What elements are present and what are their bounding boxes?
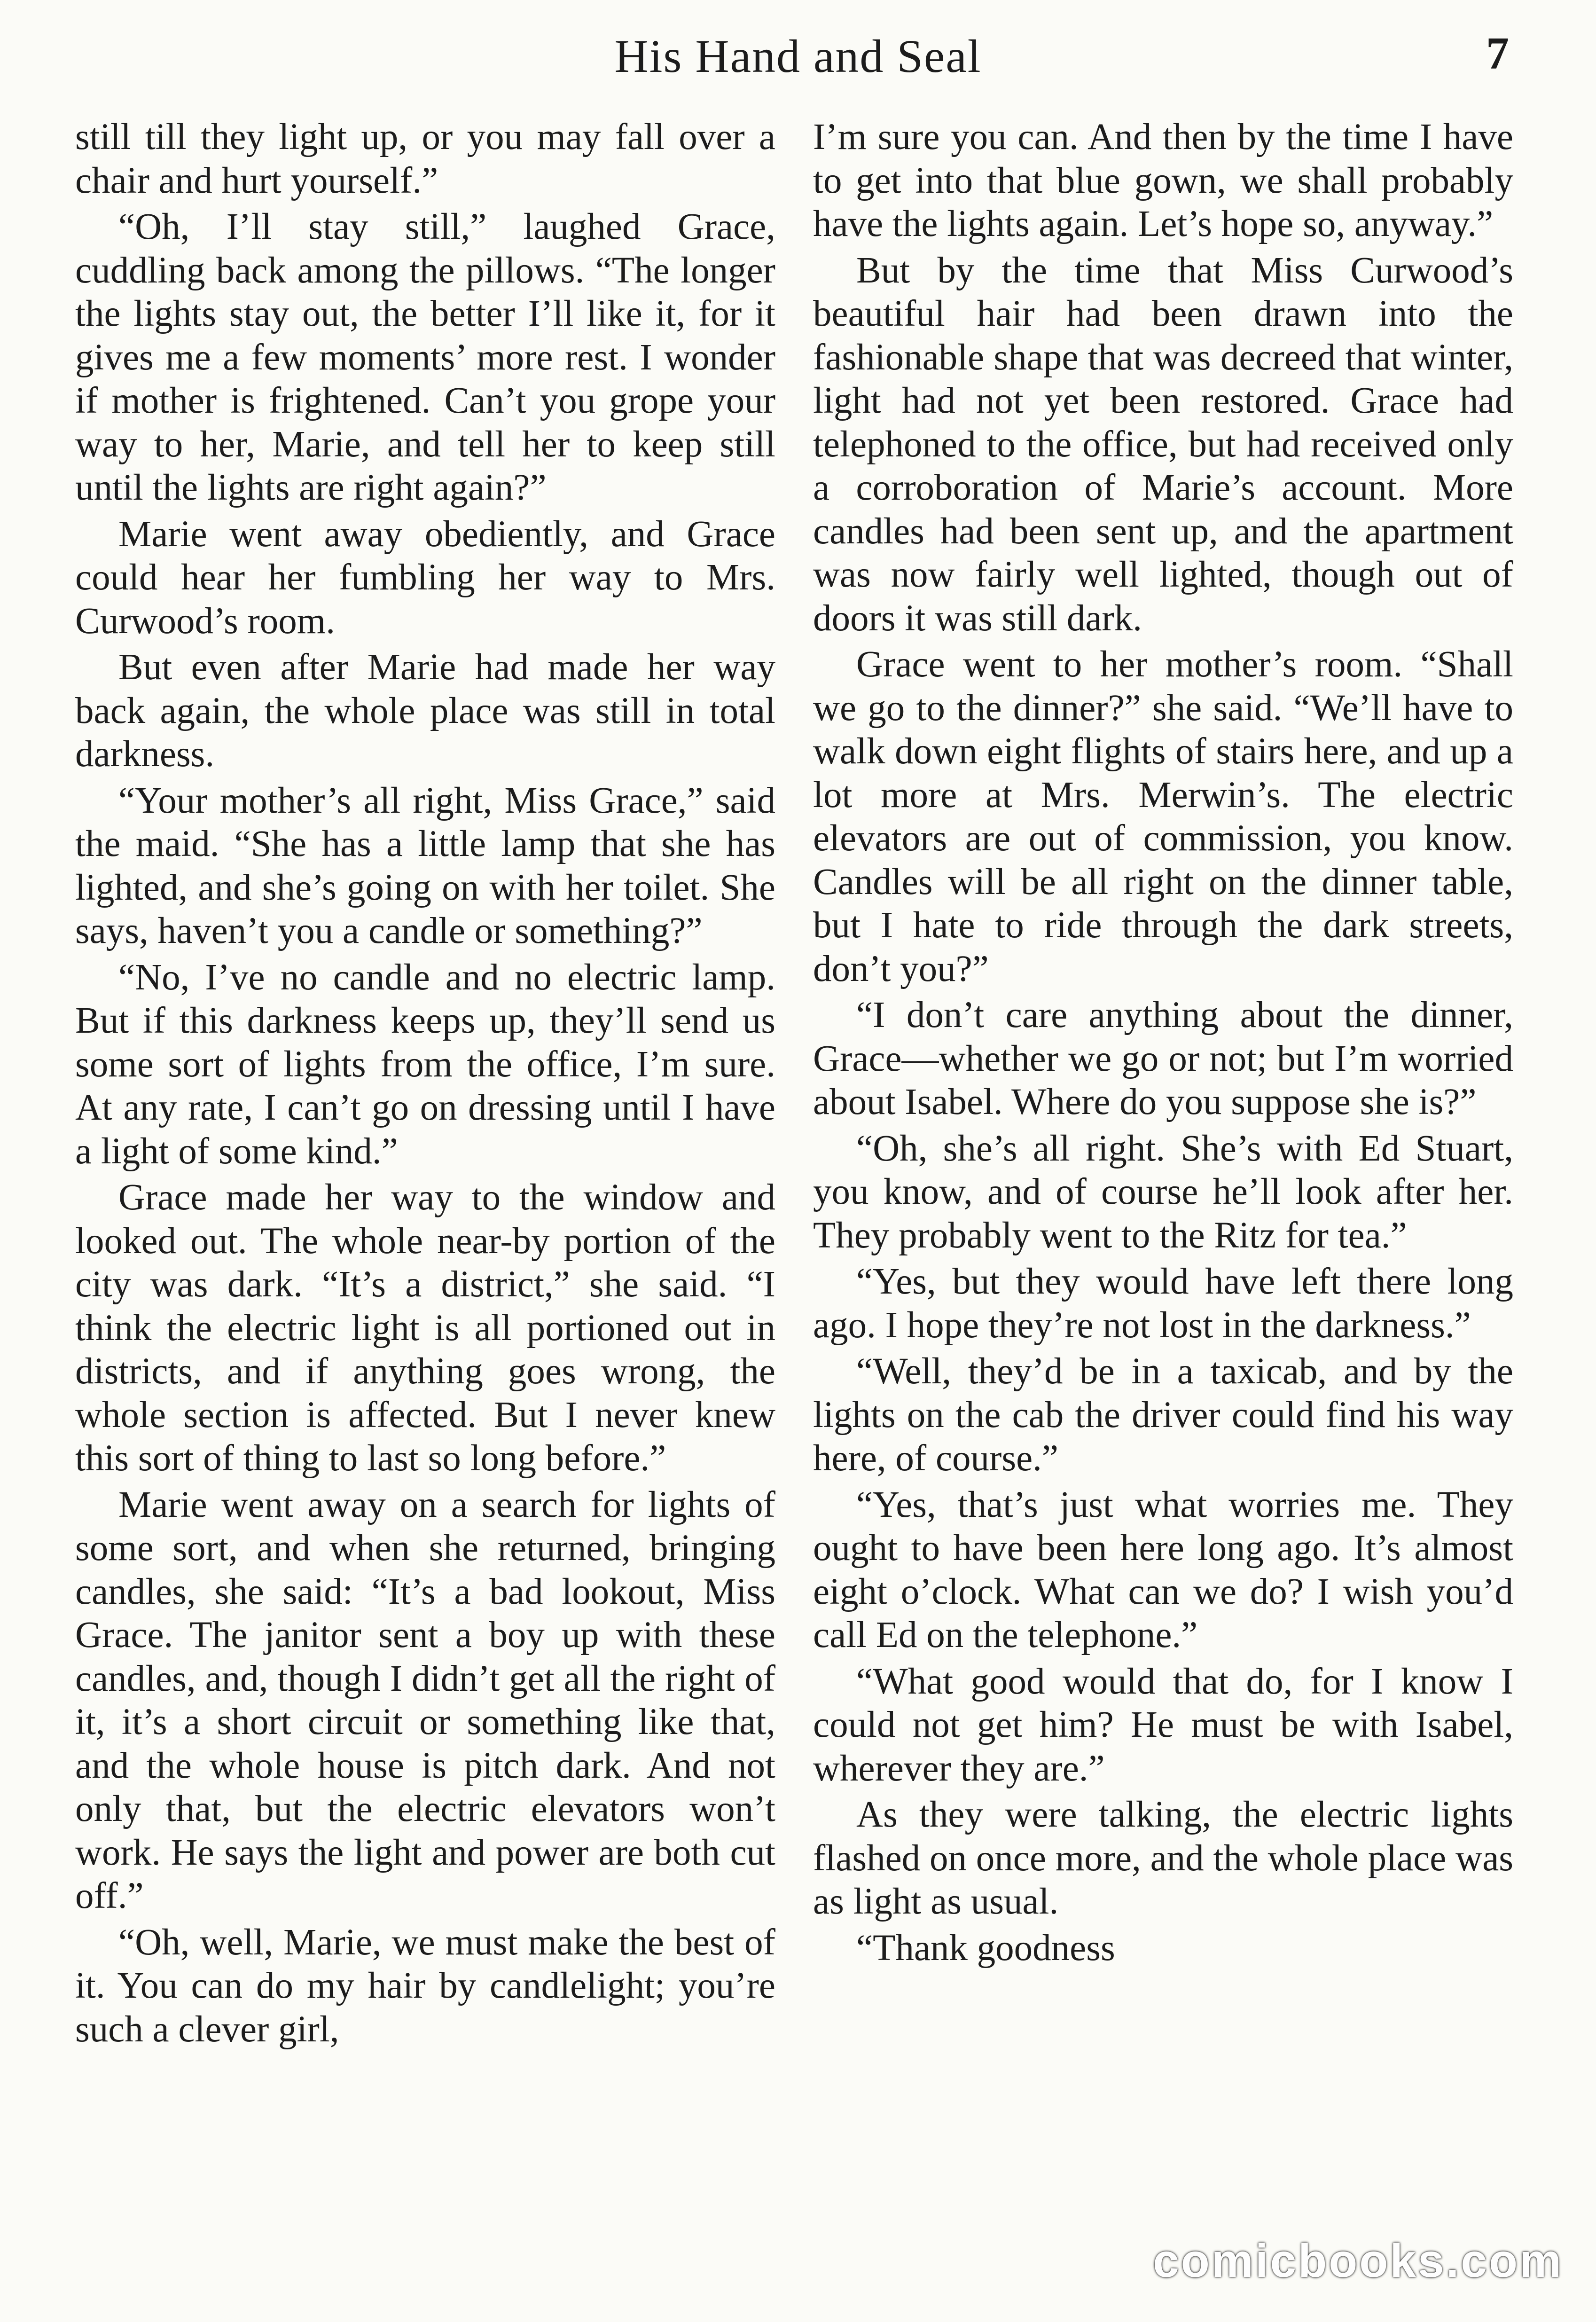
paragraph: “No, I’ve no candle and no electric lamp. But if this darkness keeps up, they’ll send us some sort of lights from the office, I’m sure. At any rate, I can’t go on dressing until I have a light of some kind.” [75,957,775,1172]
paragraph: “Well, they’d be in a taxicab, and by the lights on the cab the driver could find his way here, of course.” [813,1351,1513,1479]
left-column [75,116,775,2054]
paragraph: “Oh, she’s all right. She’s with Ed Stuart, you know, and of course he’ll look after her. They probably went to the Ritz for tea.” [813,1128,1513,1256]
page-number: 7 [1486,28,1509,79]
paragraph: still till they light up, or you may fall over a chair and hurt yourself.” [75,117,775,201]
right-column [813,116,1513,1973]
paragraph: Grace made her way to the window and looked out. The whole near-by portion of the city was dark. “It’s a district,” she said. “I think the electric light is all portioned out in districts, and if anything goes wrong, the whole section is affected. But I never knew this sort of thing to last so long before.” [75,1177,775,1479]
running-head [0,24,1596,95]
paragraph: “Yes, that’s just what worries me. They ought to have been here long ago. It’s almost eight o’clock. What can we do? I wish you’d call Ed on the telephone.” [813,1484,1513,1655]
paragraph: “I don’t care anything about the dinner, Grace—whether we go or not; but I’m worried about Isabel. Where do you suppose she is?” [813,995,1513,1122]
paragraph: “What good would that do, for I know I could not get him? He must be with Isabel, wherever they are.” [813,1661,1513,1789]
paragraph: Marie went away on a search for lights of some sort, and when she returned, bringing candles, she said: “It’s a bad lookout, Miss Grace. The janitor sent a boy up with these candles, and, though I didn’t get all the right of it, it’s a short circuit or something like that, and the whole house is pitch dark. And not only that, but the electric elevators won’t work. He says the light and power are both cut off.” [75,1484,775,1916]
paragraph: “Thank goodness [856,1927,1115,1969]
paragraph: “Oh, well, Marie, we must make the best of it. You can do my hair by candlelight; you’re such a clever girl, [75,1922,775,2050]
paragraph: But even after Marie had made her way back again, the whole place was still in total darkness. [75,647,775,775]
paragraph: Grace went to her mother’s room. “Shall we go to the dinner?” she said. “We’ll have to walk down eight flights of stairs here, and up a lot more at Mrs. Merwin’s. The electric elevators are out of commission, you know. Candles will be all right on the dinner table, but I hate to ride through the dark streets, don’t you?” [813,644,1513,989]
paragraph: I’m sure you can. And then by the time I have to get into that blue gown, we shall probably have the lights again. Let’s hope so, anyway.” [813,117,1513,244]
paragraph: But by the time that Miss Curwood’s beautiful hair had been drawn into the fashionable shape that was decreed that winter, light had not yet been restored. Grace had telephoned to the office, but had received only a corroboration of Marie’s account. More candles had been sent up, and the apartment was now fairly well lighted, though out of doors it was still dark. [813,250,1513,639]
paragraph: Marie went away obediently, and Grace could hear her fumbling her way to Mrs. Curwood’s room. [75,513,775,642]
watermark: comicbooks.com [1153,2235,1563,2287]
running-title: His Hand and Seal [614,30,982,82]
paragraph: As they were talking, the electric lights flashed on once more, and the whole place was as light as usual. [813,1794,1513,1922]
paragraph: “Oh, I’ll stay still,” laughed Grace, cuddling back among the pillows. “The longer the lights stay out, the better I’ll like it, for it gives me a few moments’ more rest. I wonder if mother is frightened. Can’t you grope your way to her, Marie, and tell her to keep still until the lights are right again?” [75,206,775,508]
paragraph: “Yes, but they would have left there long ago. I hope they’re not lost in the darkness.” [813,1261,1513,1346]
paragraph: “Your mother’s all right, Miss Grace,” said the maid. “She has a little lamp that she has lighted, and she’s going on with her toilet. She says, haven’t you a candle or something?” [75,780,775,951]
